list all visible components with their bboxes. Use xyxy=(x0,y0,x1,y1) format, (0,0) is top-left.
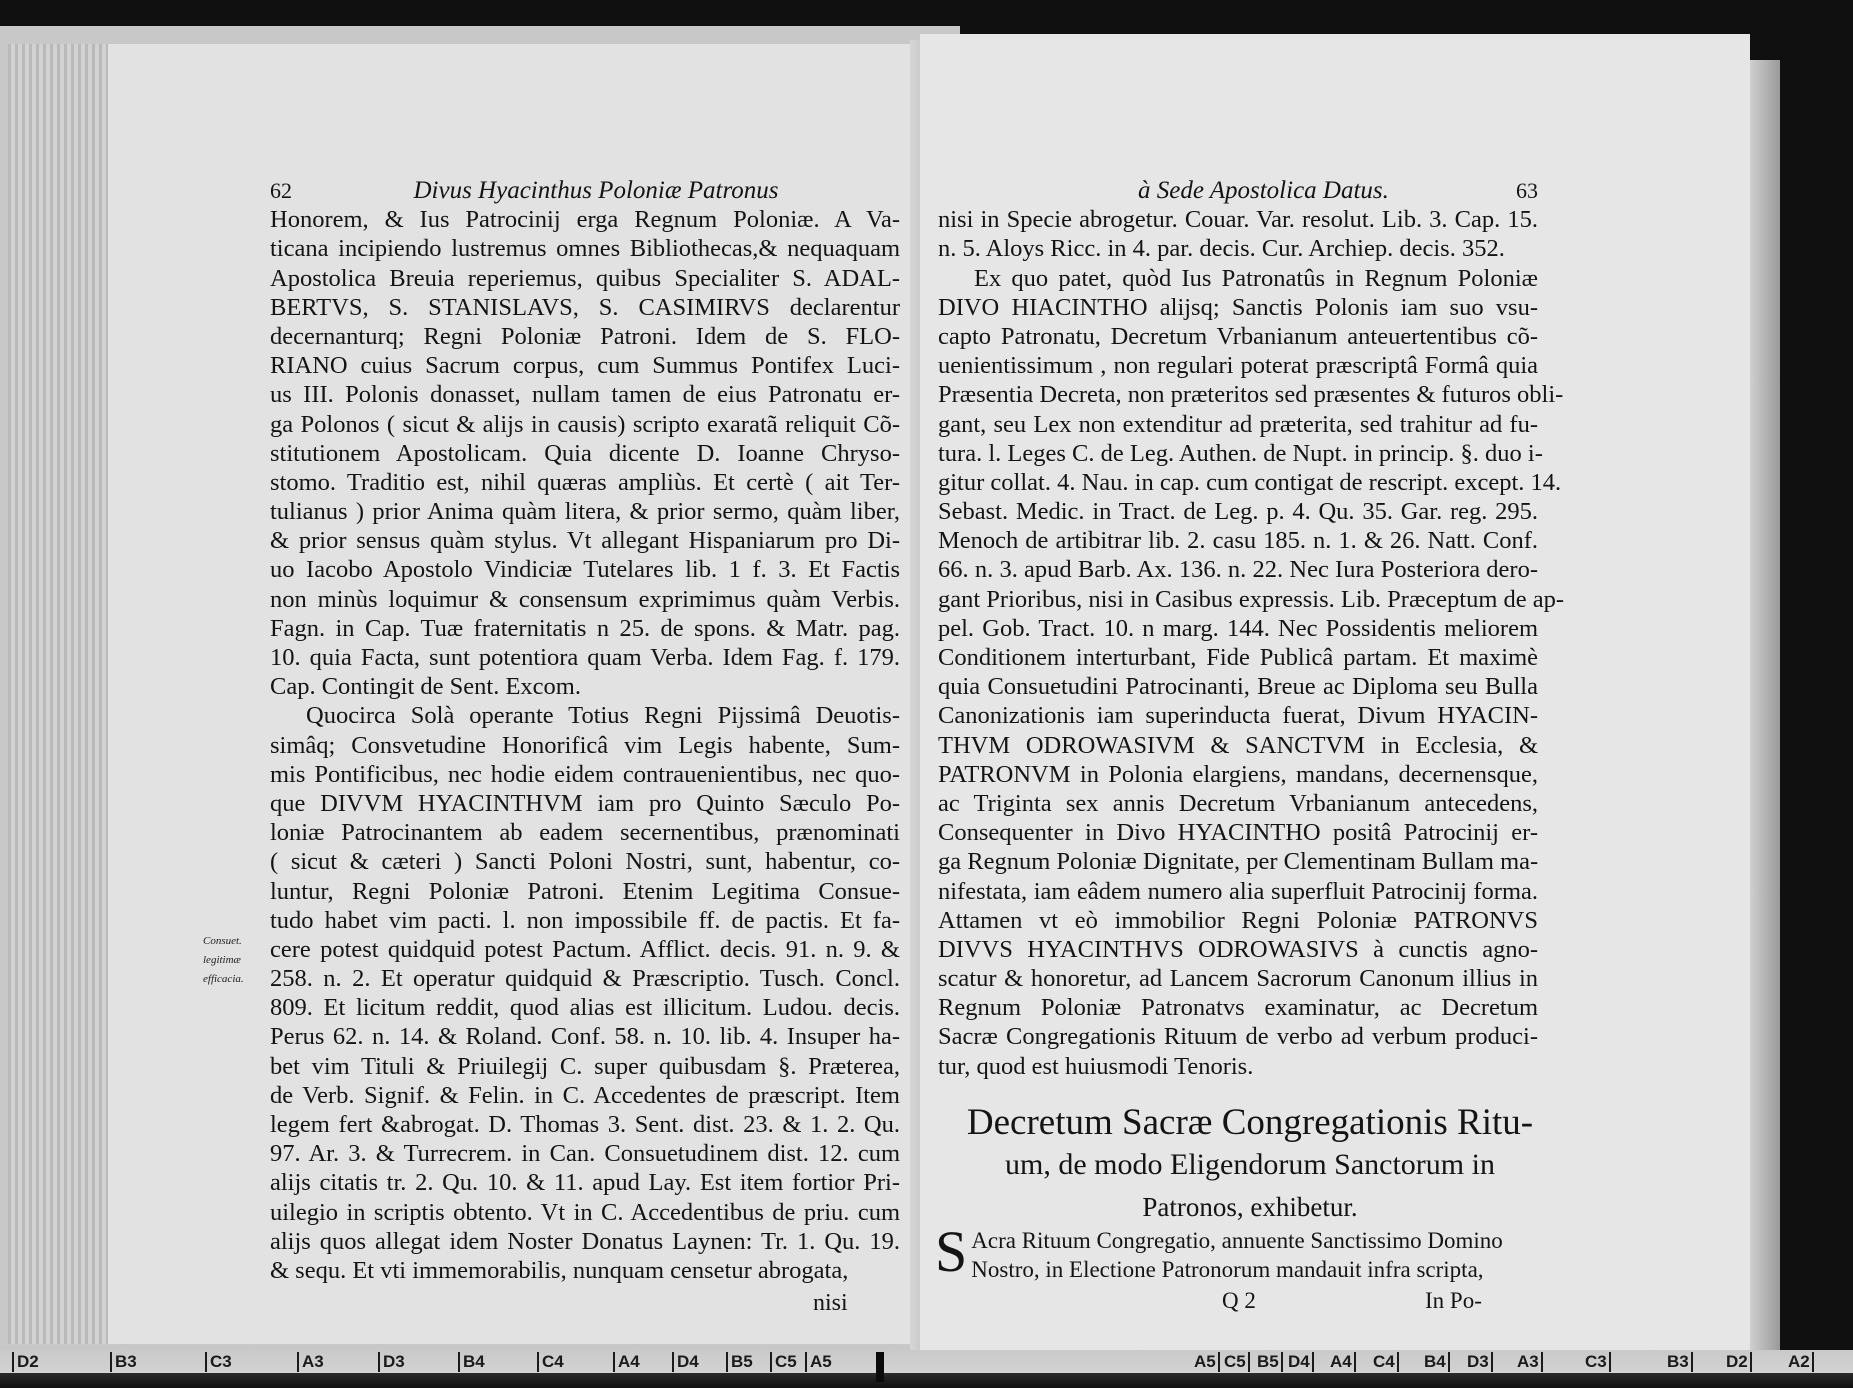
marginal-note-line: efficacia. xyxy=(203,973,244,985)
text-line: stomo. Traditio est, nihil quæras ampliùs. Et certè ( ait Ter- xyxy=(270,468,900,496)
text-line: 66. n. 3. apud Barb. Ax. 136. n. 22. Nec Iura Posteriora dero- xyxy=(938,556,1538,584)
text-line: DIVO HIACINTHO alijsq; Sanctis Polonis iam suo vsu- xyxy=(938,293,1538,321)
text-line: stitutionem Apostolicam. Quia dicente D. Ioanne Chryso- xyxy=(270,439,900,467)
left-running-header xyxy=(270,176,900,205)
text-line: ga Regnum Poloniæ Dignitate, per Clementinam Bullam ma- xyxy=(938,848,1539,876)
page-edges xyxy=(8,44,108,1344)
text-line: Fagn. in Cap. Tuæ fraternitatis n 25. de spons. & Matr. pag. xyxy=(270,614,900,642)
right-page-edge xyxy=(1750,60,1780,1360)
text-line: nifestata, iam eâdem numero alia superfluit Patrocinij forma. xyxy=(938,877,1538,905)
text-line: tur, quod est huiusmodi Tenoris. xyxy=(938,1052,1254,1080)
right-running-header xyxy=(938,176,1538,205)
marginal-note-line: Consuet. xyxy=(203,935,242,947)
text-line: gitur collat. 4. Nau. in cap. cum contigat de rescript. except. 14. xyxy=(938,468,1562,496)
text-line: tudo habet vim pacti. l. non impossibile ff. de pactis. Et fa- xyxy=(270,906,900,934)
index-tab: B4 xyxy=(1424,1352,1450,1372)
text-line: Consequenter in Divo HYACINTHO positâ Patrocinij er- xyxy=(938,819,1538,847)
text-line: nisi in Specie abrogetur. Couar. Var. resolut. Lib. 3. Cap. 15. xyxy=(938,206,1538,234)
index-tab: C5 xyxy=(1224,1352,1250,1372)
text-line: Regnum Poloniæ Patronatvs examinatur, ac Decretum xyxy=(938,994,1538,1022)
text-line: tura. l. Leges C. de Leg. Authen. de Nupt. in princip. §. duo i- xyxy=(938,439,1543,467)
text-line: ac Triginta sex annis Decretum Vrbanianum antecedens, xyxy=(938,789,1538,817)
text-line: Attamen vt eò immobilior Regni Poloniæ PATRONVS xyxy=(938,906,1538,934)
drop-cap: S xyxy=(935,1219,968,1284)
text-line: bet vim Tituli & Priuilegij C. super quibusdam §. Præterea, xyxy=(270,1052,900,1080)
text-line: alijs quos allegat idem Noster Donatus Laynen: Tr. 1. Qu. 19. xyxy=(270,1227,900,1255)
index-tab: A3 xyxy=(297,1352,324,1372)
text-line: us III. Polonis donasset, nullam tamen de eius Patronatu er- xyxy=(270,381,900,409)
text-line: quia Consuetudini Patrocinanti, Breue ac Diploma seu Bulla xyxy=(938,673,1538,701)
text-line: Honorem, & Ius Patrocinij erga Regnum Poloniæ. A Va- xyxy=(270,206,900,234)
text-line: n. 5. Aloys Ricc. in 4. par. decis. Cur. Archiep. decis. 352. xyxy=(938,235,1505,263)
right-catchword: In Po- xyxy=(1425,1288,1482,1313)
text-line: mis Pontificibus, nec hodie eidem contrauenientibus, nec quo- xyxy=(270,760,900,788)
text-line: scatur & honoretur, ad Lancem Sacrorum Canonum illius in xyxy=(938,965,1538,993)
right-page-number: 63 xyxy=(1516,178,1538,203)
index-tab: D3 xyxy=(378,1352,405,1372)
index-tab: B5 xyxy=(726,1352,753,1372)
decree-body xyxy=(935,1219,1555,1284)
text-line: gant Prioribus, nisi in Casibus expressis. Lib. Præceptum de ap- xyxy=(938,585,1565,613)
text-line: Menoch de artibitrar lib. 2. casu 185. n. 1. & 26. Natt. Conf. xyxy=(938,527,1538,555)
index-tab: D2 xyxy=(1726,1352,1752,1372)
index-tab: D4 xyxy=(672,1352,699,1372)
text-line: cere potest quidquid potest Pactum. Afflict. decis. 91. n. 9. & xyxy=(270,935,900,963)
index-tab-strip xyxy=(0,1350,1853,1388)
text-line: loniæ Patrocinantem ab eadem secernentibus, prænominati xyxy=(270,819,900,847)
text-line: ticana incipiendo lustremus omnes Bibliothecas,& nequaquam xyxy=(270,235,900,263)
text-line: Ex quo patet, quòd Ius Patronatûs in Regnum Poloniæ xyxy=(974,264,1538,292)
marginal-note-line: legitimæ xyxy=(203,954,241,966)
right-page-text xyxy=(938,176,1565,1081)
text-line: Conditionem interturbant, Fide Publicâ partam. Et maximè xyxy=(938,644,1538,671)
text-line: BERTVS, S. STANISLAVS, S. CASIMIRVS declarentur xyxy=(270,293,900,321)
text-line: non minùs loquimur & consensum exprimimus quàm Verbis. xyxy=(270,585,900,613)
index-tab: D4 xyxy=(1288,1352,1314,1372)
strip-marker xyxy=(876,1352,884,1382)
decree-body-line: Nostro, in Electione Patronorum mandauit infra scripta, xyxy=(971,1257,1484,1282)
text-line: PATRONVM in Polonia elargiens, mandans, decernensque, xyxy=(938,760,1538,788)
text-line: 10. quia Facta, sunt potentiora quam Verba. Idem Fag. f. 179. xyxy=(270,644,900,671)
index-tab: B3 xyxy=(1667,1352,1693,1372)
decree-title-line: um, de modo Eligendorum Sanctorum in xyxy=(1005,1148,1495,1181)
index-tab: D3 xyxy=(1467,1352,1493,1372)
decree-title-line: Patronos, exhibetur. xyxy=(1142,1192,1358,1222)
text-line: de Verb. Signif. & Felin. in C. Accedentes de præscript. Item xyxy=(270,1081,900,1109)
text-line: & sequ. Et vti immemorabilis, nunquam censetur abrogata, xyxy=(270,1256,849,1284)
text-line: Perus 62. n. 14. & Roland. Conf. 58. n. 10. lib. 4. Insuper ha- xyxy=(270,1023,900,1051)
text-line: DIVVS HYACINTHVS ODROWASIVS à cunctis agno- xyxy=(938,935,1538,963)
text-line: Præsentia Decreta, non præteritos sed præsentes & futuros obli- xyxy=(938,381,1564,409)
text-line: 809. Et licitum reddit, quod alias est illicitum. Ludou. decis. xyxy=(270,994,900,1022)
text-line: Quocirca Solà operante Totius Regni Pijssimâ Deuotis- xyxy=(306,702,900,730)
text-line: Sebast. Medic. in Tract. de Leg. p. 4. Qu. 35. Gar. reg. 295. xyxy=(938,498,1538,526)
index-tab: C3 xyxy=(205,1352,232,1372)
left-page-number: 62 xyxy=(270,178,292,203)
text-line: simâq; Consvetudine Honorificâ vim Legis habente, Sum- xyxy=(270,731,900,759)
text-line: Sacræ Congregationis Rituum de verbo ad verbum produci- xyxy=(938,1023,1538,1051)
text-line: 97. Ar. 3. & Turrecrem. in Can. Consuetudinem dist. 12. cum xyxy=(270,1140,900,1168)
index-tab: B3 xyxy=(110,1352,137,1372)
text-line: uenientissimum , non regulari poterat præscriptâ Formâ quia xyxy=(938,352,1538,380)
decree-title xyxy=(930,1102,1570,1228)
decree-body-line: Acra Rituum Congregatio, annuente Sanctissimo Domino xyxy=(971,1228,1503,1253)
left-page-text xyxy=(270,176,900,1285)
text-line: & prior sensus quàm stylus. Vt allegant Hispaniarum pro Di- xyxy=(270,527,900,555)
text-line: legem fert &abrogat. D. Thomas 3. Sent. dist. 23. & 1. 2. Qu. xyxy=(270,1111,900,1138)
index-tab: C3 xyxy=(1585,1352,1611,1372)
text-line: pel. Gob. Tract. 10. n marg. 144. Nec Possidentis meliorem xyxy=(938,614,1538,642)
text-line: 258. n. 2. Et operatur quidquid & Præscriptio. Tusch. Concl. xyxy=(270,965,900,993)
index-tab: A5 xyxy=(805,1352,832,1372)
index-tab: B4 xyxy=(458,1352,485,1372)
text-line: Canonizationis iam superinducta fuerat, Divum HYACIN- xyxy=(938,702,1538,730)
text-line: capto Patronatu, Decretum Vrbanianum anteuertentibus cõ- xyxy=(938,322,1538,350)
index-tab: A2 xyxy=(1788,1352,1814,1372)
marginal-note xyxy=(203,932,244,989)
text-line: alijs citatis tr. 2. Qu. 10. & 11. apud Lay. Est item fortior Pri- xyxy=(270,1169,900,1197)
index-tab: A4 xyxy=(1330,1352,1356,1372)
index-tab: A3 xyxy=(1517,1352,1543,1372)
index-tab: B5 xyxy=(1257,1352,1283,1372)
text-line: THVM ODROWASIVM & SANCTVM in Ecclesia, & xyxy=(938,731,1538,759)
text-line: gant, seu Lex non extenditur ad præterita, sed trahitur ad fu- xyxy=(938,410,1538,438)
text-line: luntur, Regni Poloniæ Patroni. Etenim Legitima Consue- xyxy=(270,877,900,905)
text-line: uo Iacobo Apostolo Vindiciæ Tutelares lib. 1 f. 3. Et Factis xyxy=(270,556,900,584)
text-line: ga Polonos ( sicut & alijs in causis) scripto exaratã reliquit Cõ- xyxy=(270,410,900,438)
decree-title-line: Decretum Sacræ Congregationis Ritu- xyxy=(966,1102,1534,1143)
left-catchword: nisi xyxy=(813,1290,848,1316)
index-tab: A4 xyxy=(613,1352,640,1372)
text-line: decernanturq; Regni Poloniæ Patroni. Idem de S. FLO- xyxy=(270,322,900,350)
text-line: tulianus ) prior Anima quàm litera, & prior sermo, quàm liber, xyxy=(270,498,900,526)
text-line: que DIVVM HYACINTHVM iam pro Quinto Sæculo Po- xyxy=(270,789,900,817)
index-tab: C4 xyxy=(1373,1352,1399,1372)
index-tab: D2 xyxy=(12,1352,39,1372)
index-tab: A5 xyxy=(1194,1352,1220,1372)
signature-mark: Q 2 xyxy=(1222,1288,1256,1313)
index-tab: C4 xyxy=(537,1352,564,1372)
text-line: uilegio in scriptis obtento. Vt in C. Accedentibus de priu. cum xyxy=(270,1198,900,1226)
text-line: RIANO cuius Sacrum corpus, cum Summus Pontifex Luci- xyxy=(270,352,900,380)
index-tab: C5 xyxy=(770,1352,797,1372)
left-running-head: Divus Hyacinthus Poloniæ Patronus xyxy=(413,177,779,204)
right-running-head: à Sede Apostolica Datus. xyxy=(1138,177,1389,204)
text-line: Cap. Contingit de Sent. Excom. xyxy=(270,673,581,701)
text-line: Apostolica Breuia reperiemus, quibus Specialiter S. ADAL- xyxy=(270,264,900,292)
text-line: ( sicut & cæteri ) Sancti Poloni Nostri, sunt, habentur, co- xyxy=(270,848,900,876)
